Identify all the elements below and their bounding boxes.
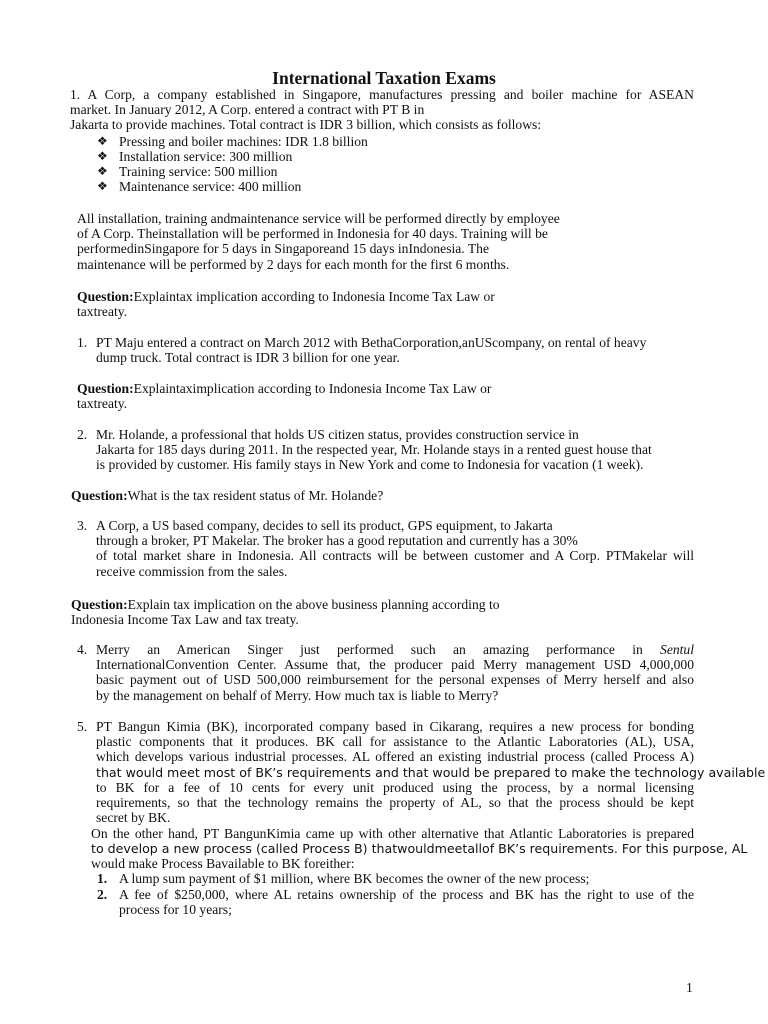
list-item: A lump sum payment of $1 million, where BK becomes the owner of the new process; [119,871,590,886]
question-label: Question: [77,289,134,304]
list-number: 2. [97,887,108,902]
q1-paragraph: All installation, training andmaintenance service will be performed directly by employee of A Corp. Theinstallation will be performed in Indonesia for 40 days. Training will be performedinSingapore for 5 days in Singaporeand 15 days inIndonesia. The maintenance will be performed by 2 days for each month for the first 6 months. [77,211,560,272]
diamond-bullet-icon: ❖ [97,164,108,178]
page-title: International Taxation Exams [272,68,496,88]
q3-question: Question:What is the tax resident status of Mr. Holande? [71,488,384,503]
q2-question: Question:Explaintaximplication according to Indonesia Income Tax Law or taxtreaty. [77,381,492,412]
diamond-bullet-icon: ❖ [97,134,108,148]
q3-text: Mr. Holande, a professional that holds US citizen status, provides construction service in Jakarta for 185 days during 2011. In the respected year, Mr. Holande stays in a rented guest house that is provided by customer. His family stays in New York and come to Indonesia for vacation (1 week). [96,427,652,473]
q4-text: A Corp, a US based company, decides to sell its product, GPS equipment, to Jakarta through a broker, PT Makelar. The broker has a good reputation and currently has a 30% of total market share in Indonesia. All contracts will be between customer and A Corp. PTMakelar will receive commission from the sales. [96,518,694,579]
diamond-bullet-icon: ❖ [97,179,108,193]
list-number: 2. [77,427,88,442]
list-number: 4. [77,642,88,657]
list-number: 3. [77,518,88,533]
question-label: Question: [71,488,128,503]
list-number: 5. [77,719,88,734]
q1-line: Jakarta to provide machines. Total contract is IDR 3 billion, which consists as follows: [70,117,542,133]
q6-paragraph-2: On the other hand, PT BangunKimia came up with other alternative that Atlantic Laboratories is prepared to develop a new process (called Process B) thatwouldmeetallof BK’s requirements. For this purpose, AL would make Process Bavailable to BK foreither: [91,826,748,872]
q5-text: Merry an American Singer just performed such an amazing performance in Sentul InternationalConvention Center. Assume that, the producer paid Merry management USD 4,000,000 basic payment out of USD 500,000 reimbursement for the personal expenses of Merry herself and also by the management on behalf of Merry. How much tax is liable to Merry? [96,642,694,703]
list-number: 1. [77,335,88,350]
q1-line: 1. A Corp, a company established in Singapore, manufactures pressing and boiler machine for ASEAN [70,87,694,102]
q1-question: Question:Explaintax implication according to Indonesia Income Tax Law or taxtreaty. [77,289,495,320]
document-page: International Taxation Exams 1. A Corp, a company established in Singapore, manufactures pressing and boiler machine for ASEAN market. In January 2012, A Corp. entered a contract with PT B in Jakarta to provide machines. Total contract is IDR 3 billion, which consists as follows: ❖ Pressing and boiler machines: IDR 1.8 billion ❖ Installation service: 300 million ❖ Training service: 500 million ❖ Maintenance service: 400 million All installation, training andmaintenance service will be performed directly by employee of A Corp. Theinstallation will be performed in Indonesia for 40 days. Training will be performedinSingapore for 5 days in Singaporeand 15 days inIndonesia. The maintenance will be performed by 2 days for each month for the first 6 months. Question:Explaintax implication according to Indonesia Income Tax Law or taxtreaty. 1. PT Maju entered a contract on March 2012 with BethaCorporation,anUScompany, on rental of heavy dump truck. Total contract is IDR 3 billion for one year. Question:Explaintaximplication according to Indonesia Income Tax Law or taxtreaty. 2. Mr. Holande, a professional that holds US citizen status, provides construction service in Jakarta for 185 days during 2011. In the respected year, Mr. Holande stays in a rented guest house that is provided by customer. His family stays in New York and come to Indonesia for vacation (1 week). Question:What is the tax resident status of Mr. Holande? 3. A Corp, a US based company, decides to sell its product, GPS equipment, to Jakarta through a broker, PT Makelar. The broker has a good reputation and currently has a 30% of total market share in Indonesia. All contracts will be between customer and A Corp. PTMakelar will receive commission from the sales. Question:Explain tax implication on the above business planning according to Indonesia Income Tax Law and tax treaty. 4. Merry an American Singer just performed such an amazing performance in Sentul InternationalConvention Center. Assume that, the producer paid Merry management USD 4,000,000 basic payment out of USD 500,000 reimbursement for the personal expenses of Merry herself and also by the management on behalf of Merry. How much tax is liable to Merry? 5. PT Bangun Kimia (BK), incorporated company based in Cikarang, requires a new process for bonding plastic components that it produces. BK call for assistance to the Atlantic Laboratories (AL), USA, which develops various industrial processes. AL offered an existing industrial process (called Process A) that would meet most of BK’s requirements and that would be prepared to make the technology available to BK for a fee of 10 cents for every unit produced using the process, by a normal licensing requirements, so that the technology remains the property of AL, so that the process should be kept secret by BK. On the other hand, PT BangunKimia came up with other alternative that Atlantic Laboratories is prepared to develop a new process (called Process B) thatwouldmeetallof BK’s requirements. For this purpose, AL would make Process Bavailable to BK foreither: 1. A lump sum payment of $1 million, where BK becomes the owner of the new process; 2. A fee of $250,000, where AL retains ownership of the process and BK has the right to use of the process for 10 years; 1 [0,0,768,1024]
q1-intro [70,87,694,133]
page-number: 1 [686,980,693,995]
q6-text: PT Bangun Kimia (BK), incorporated company based in Cikarang, requires a new process for bonding plastic components that it produces. BK call for assistance to the Atlantic Laboratories (AL), USA, which develops various industrial processes. AL offered an existing industrial process (called Process A) that would meet most of BK’s requirements and that would be prepared to make the technology available to BK for a fee of 10 cents for every unit produced using the process, by a normal licensing requirements, so that the technology remains the property of AL, so that the process should be kept secret by BK. [96,719,766,826]
question-label: Question: [71,597,128,612]
q4-question: Question:Explain tax implication on the above business planning according to Indonesia Income Tax Law and tax treaty. [71,597,500,628]
question-label: Question: [77,381,134,396]
diamond-bullet-icon: ❖ [97,149,108,163]
list-item: A fee of $250,000, where AL retains ownership of the process and BK has the right to use of the process for 10 years; [119,887,694,918]
q1-line: market. In January 2012, A Corp. entered a contract with PT B in [70,102,425,118]
list-number: 1. [97,871,108,886]
q2-text: PT Maju entered a contract on March 2012 with BethaCorporation,anUScompany, on rental of heavy dump truck. Total contract is IDR 3 billion for one year. [96,335,647,366]
